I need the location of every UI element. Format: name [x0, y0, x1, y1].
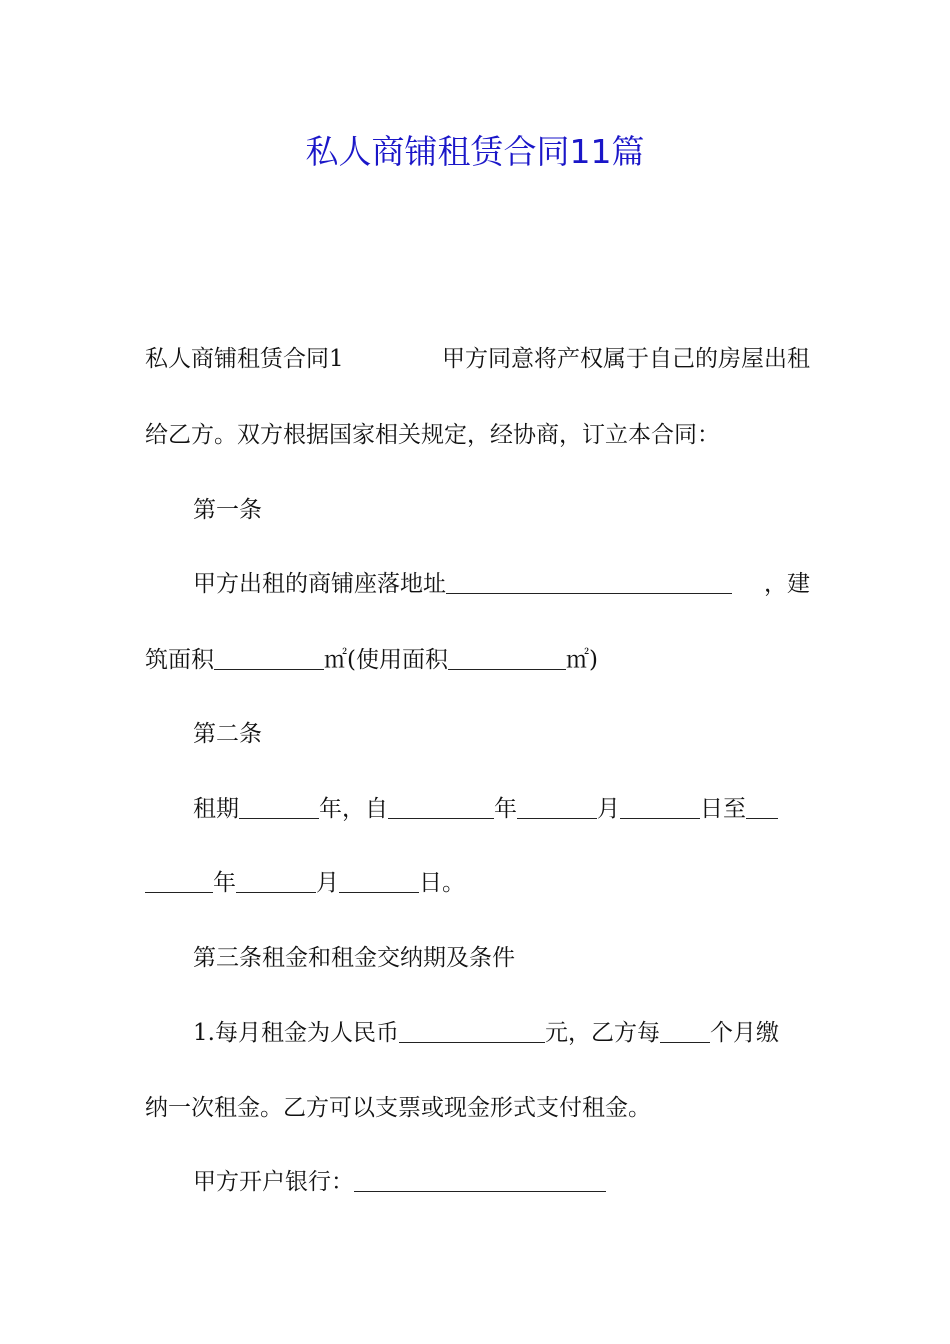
end-day-blank: [339, 891, 419, 893]
article-3-label: 第三条租金和租金交纳期及条件: [193, 945, 515, 971]
article-3-heading: [193, 941, 810, 975]
end-month-label: 月: [316, 870, 339, 896]
intro-line-1: [145, 342, 810, 376]
bank-line: [193, 1165, 810, 1199]
address-blank: [446, 592, 732, 594]
intro-line-2: [145, 418, 810, 452]
end-year-blank-a: [746, 817, 778, 819]
bank-blank: [354, 1190, 606, 1192]
intro-heading: 私人商铺租赁合同1: [145, 346, 344, 372]
start-month-blank: [517, 817, 597, 819]
term-years-blank: [239, 817, 319, 819]
end-month-blank: [236, 891, 316, 893]
area-unit-close: ㎡): [565, 647, 598, 673]
start-month-label: 月: [597, 796, 620, 822]
usable-area-blank: [448, 668, 566, 670]
address-line: [193, 567, 810, 601]
article-1-label: 第一条: [193, 497, 262, 523]
end-year-blank-b: [145, 891, 213, 893]
intro-text-2: 给乙方。双方根据国家相关规定，经协商，订立本合同：: [145, 422, 720, 448]
term-line-2: [145, 866, 810, 900]
start-day-blank: [620, 817, 700, 819]
address-suffix: ，建: [764, 571, 810, 597]
term-label: 租期: [193, 796, 239, 822]
area-unit: ㎡(使用面积: [324, 647, 448, 673]
area-label: 筑面积: [145, 647, 214, 673]
rent-line-2: [145, 1091, 810, 1125]
bank-label: 甲方开户银行：: [193, 1169, 354, 1195]
start-year-blank: [388, 817, 494, 819]
article-2-heading: [193, 717, 810, 751]
day-end-label: 日。: [419, 870, 465, 896]
area-line: [145, 643, 810, 677]
rent-mid: 元，乙方每: [544, 1020, 660, 1046]
rent-line-1: [193, 1016, 810, 1050]
rent-text-2: 纳一次租金。乙方可以支票或现金形式支付租金。: [145, 1095, 651, 1121]
term-year-from: 年，自: [319, 796, 388, 822]
rent-amount-blank: [399, 1041, 545, 1043]
address-label: 甲方出租的商铺座落地址: [193, 571, 446, 597]
article-2-label: 第二条: [193, 721, 262, 747]
end-year-label: 年: [213, 870, 236, 896]
rent-prefix: 1.每月租金为人民币: [193, 1020, 399, 1046]
rent-months-blank: [660, 1041, 710, 1043]
day-to-label: 日至: [700, 796, 746, 822]
term-line-1: [193, 792, 810, 826]
rent-suffix: 个月缴: [709, 1020, 779, 1046]
article-1-heading: [193, 493, 810, 527]
area-blank: [214, 668, 324, 670]
document-title: 私人商铺租赁合同11篇: [305, 132, 645, 171]
start-year-label: 年: [494, 796, 517, 822]
intro-text-1: 甲方同意将产权属于自己的房屋出租: [442, 346, 810, 372]
